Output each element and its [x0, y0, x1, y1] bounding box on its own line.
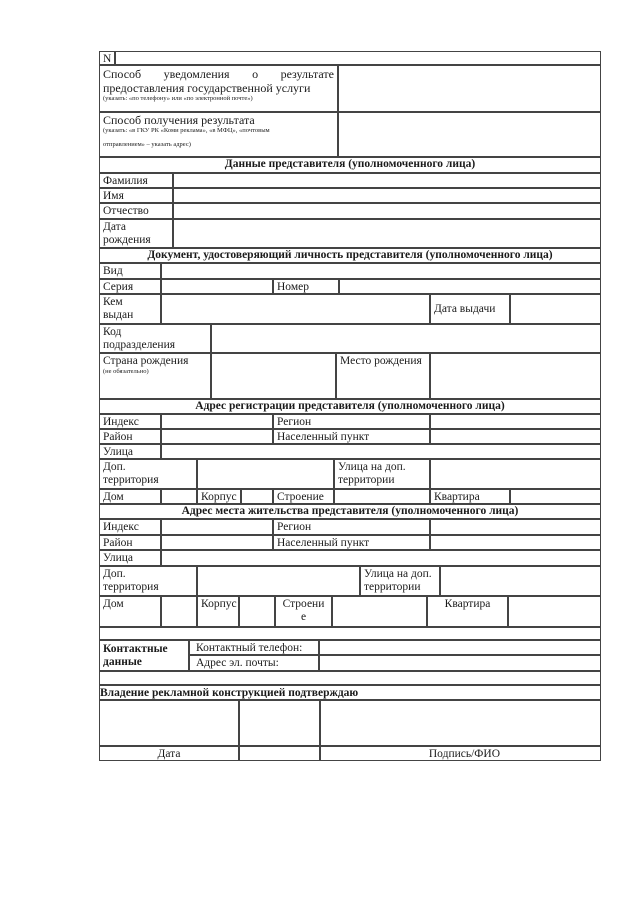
signature-box-signature[interactable]	[320, 700, 601, 746]
reg-street-additional-field[interactable]	[430, 459, 601, 489]
notify-method-line2: предоставления государственной услуги	[103, 81, 311, 95]
contact-email-field[interactable]	[319, 655, 601, 671]
receive-method-value-cell[interactable]	[338, 112, 601, 157]
division-code-label-line1: Код	[103, 326, 122, 338]
residence-address-section-title: Адрес места жительства представителя (уполномоченного лица)	[99, 504, 601, 519]
live-additional-territory-field[interactable]	[197, 566, 360, 596]
reg-additional-territory-line2: территория	[103, 474, 159, 486]
reg-street-additional-label-cell	[334, 459, 430, 489]
contact-phone-label: Контактный телефон:	[189, 640, 319, 655]
patronymic-field[interactable]	[173, 203, 601, 219]
confirmation-title: Владение рекламной конструкцией подтверждаю	[99, 685, 601, 700]
identity-document-section-title: Документ, удостоверяющий личность представителя (уполномоченного лица)	[99, 248, 601, 263]
reg-index-label: Индекс	[99, 414, 161, 429]
live-index-field[interactable]	[161, 519, 273, 535]
surname-label: Фамилия	[99, 173, 173, 188]
receive-method-label-cell	[99, 112, 338, 157]
reg-locality-label: Населенный пункт	[273, 429, 430, 444]
birth-country-label-cell	[99, 353, 211, 399]
reg-region-field[interactable]	[430, 414, 601, 429]
live-street-additional-label-cell	[360, 566, 440, 596]
name-field[interactable]	[173, 188, 601, 203]
live-street-field[interactable]	[161, 550, 601, 566]
notify-method-label-cell	[99, 65, 338, 112]
receive-method-hint2: отправлением» – указать адрес)	[103, 141, 191, 148]
receive-method-hint1: (указать: «в ГКУ РК «Коми реклама», «в МФЦ», «почтовым	[103, 127, 270, 134]
issued-by-label-line1: Кем	[103, 296, 123, 308]
live-building-line2: е	[300, 611, 307, 623]
name-label: Имя	[99, 188, 173, 203]
reg-additional-territory-label-cell	[99, 459, 197, 489]
doc-type-field[interactable]	[161, 263, 601, 279]
contacts-label-line1: Контактные	[103, 643, 168, 655]
reg-district-field[interactable]	[161, 429, 273, 444]
birth-country-label: Страна рождения	[103, 355, 189, 367]
birth-country-field[interactable]	[211, 353, 336, 399]
live-apartment-label: Квартира	[427, 596, 508, 627]
reg-house-field[interactable]	[161, 489, 197, 504]
contact-email-label: Адрес эл. почты:	[189, 655, 319, 671]
birth-date-label-line2: рождения	[103, 234, 151, 246]
reg-building-field[interactable]	[334, 489, 430, 504]
live-street-additional-line2: территории	[364, 581, 421, 593]
reg-additional-territory-line1: Доп.	[103, 461, 126, 473]
reg-region-label: Регион	[273, 414, 430, 429]
receive-method-title: Способ получения результата	[103, 113, 255, 127]
n-value-cell[interactable]	[115, 51, 601, 65]
reg-house-label: Дом	[99, 489, 161, 504]
notify-method-hint: (указать: «по телефону» или «по электронной почте»)	[103, 95, 253, 102]
n-label: N	[103, 53, 112, 65]
live-block-label: Корпус	[197, 596, 239, 627]
reg-locality-field[interactable]	[430, 429, 601, 444]
reg-district-label: Район	[99, 429, 161, 444]
reg-additional-territory-field[interactable]	[197, 459, 334, 489]
live-building-field[interactable]	[332, 596, 427, 627]
live-index-label: Индекс	[99, 519, 161, 535]
contacts-label-cell	[99, 640, 189, 671]
live-region-field[interactable]	[430, 519, 601, 535]
surname-field[interactable]	[173, 173, 601, 188]
birth-date-field[interactable]	[173, 219, 601, 248]
doc-series-label: Серия	[99, 279, 161, 294]
doc-number-field[interactable]	[339, 279, 601, 294]
spacer-row-2	[99, 671, 601, 685]
live-building-label-cell	[275, 596, 332, 627]
division-code-label-line2: подразделения	[103, 339, 176, 351]
issued-by-label-cell	[99, 294, 161, 324]
contacts-label-line2: данные	[103, 656, 142, 668]
live-additional-territory-line1: Доп.	[103, 568, 126, 580]
issued-by-field[interactable]	[161, 294, 430, 324]
birth-date-label-line1: Дата	[103, 221, 126, 233]
live-additional-territory-line2: территория	[103, 581, 159, 593]
registration-address-section-title: Адрес регистрации представителя (уполномоченного лица)	[99, 399, 601, 414]
reg-building-label: Строение	[273, 489, 334, 504]
reg-block-field[interactable]	[241, 489, 273, 504]
birth-date-label-cell	[99, 219, 173, 248]
reg-block-label: Корпус	[197, 489, 241, 504]
reg-street-label: Улица	[99, 444, 161, 459]
doc-number-label: Номер	[273, 279, 339, 294]
n-label-cell	[99, 51, 115, 65]
middle-caption-cell	[239, 746, 320, 761]
live-house-field[interactable]	[161, 596, 197, 627]
patronymic-label: Отчество	[99, 203, 173, 219]
live-apartment-field[interactable]	[508, 596, 601, 627]
doc-type-label: Вид	[99, 263, 161, 279]
birth-place-label: Место рождения	[336, 353, 430, 399]
live-building-line1: Строени	[282, 598, 325, 610]
division-code-field[interactable]	[211, 324, 601, 353]
live-additional-territory-label-cell	[99, 566, 197, 596]
signature-box-middle[interactable]	[239, 700, 320, 746]
date-caption: Дата	[99, 746, 239, 761]
birth-country-optional-hint: (не обязательно)	[103, 368, 149, 375]
birth-place-field[interactable]	[430, 353, 601, 399]
live-district-label: Район	[99, 535, 161, 550]
signature-box-date[interactable]	[99, 700, 239, 746]
live-street-additional-line1: Улица на доп.	[364, 568, 432, 580]
reg-street-additional-line2: территории	[338, 474, 395, 486]
reg-apartment-field[interactable]	[510, 489, 601, 504]
contact-phone-field[interactable]	[319, 640, 601, 655]
doc-series-field[interactable]	[161, 279, 273, 294]
live-locality-label: Населенный пункт	[273, 535, 430, 550]
live-street-label: Улица	[99, 550, 161, 566]
live-street-additional-field[interactable]	[440, 566, 601, 596]
live-block-field[interactable]	[239, 596, 275, 627]
reg-street-additional-line1: Улица на доп.	[338, 461, 406, 473]
signature-caption: Подпись/ФИО	[320, 746, 601, 761]
issued-by-label-line2: выдан	[103, 309, 134, 321]
issue-date-label: Дата выдачи	[430, 294, 510, 324]
reg-apartment-label: Квартира	[430, 489, 510, 504]
representative-section-title: Данные представителя (уполномоченного лица)	[99, 157, 601, 173]
issue-date-field[interactable]	[510, 294, 601, 324]
spacer-row-1	[99, 627, 601, 640]
live-locality-field[interactable]	[430, 535, 601, 550]
division-code-label-cell	[99, 324, 211, 353]
live-district-field[interactable]	[161, 535, 273, 550]
reg-index-field[interactable]	[161, 414, 273, 429]
notify-method-line1: Способ уведомления о результате	[103, 67, 334, 81]
reg-street-field[interactable]	[161, 444, 601, 459]
live-house-label: Дом	[99, 596, 161, 627]
notify-method-value-cell[interactable]	[338, 65, 601, 112]
live-region-label: Регион	[273, 519, 430, 535]
